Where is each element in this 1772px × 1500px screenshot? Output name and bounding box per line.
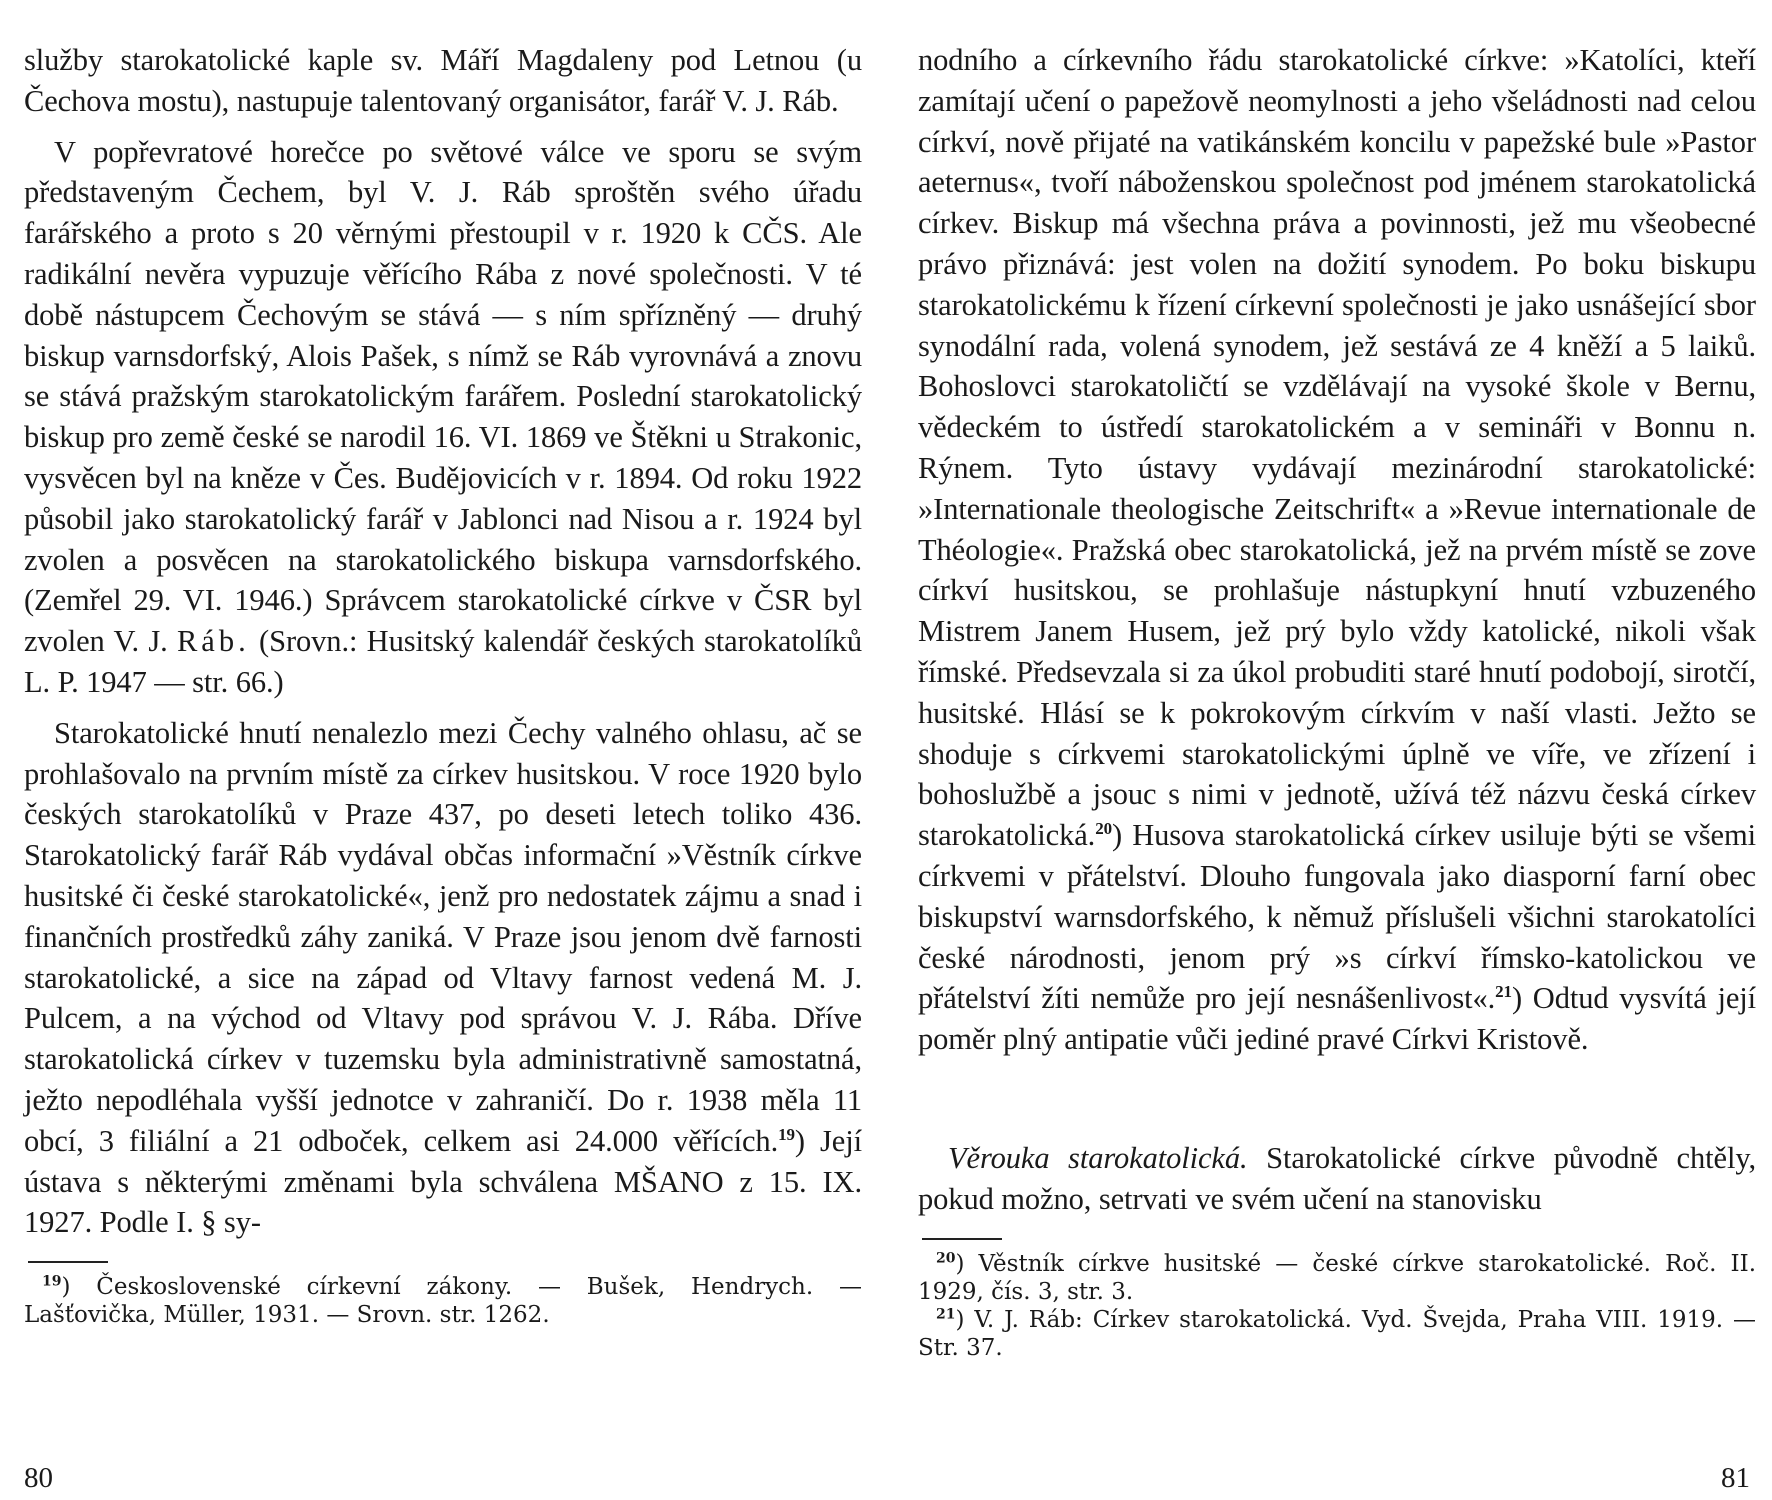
- left-paragraph-3-text: Starokatolické hnutí nenalezlo mezi Čechy valného ohlasu, ač se prohlašovalo na prvním místě za církev husitskou. V roce 1920 bylo českých starokatolíků v Praze 437, po deseti letech toliko 436. Starokatolický farář Ráb vydával občas informační »Věstník církve husitské či české starokatolické«, jenž pro nedostatek zájmu a snad i finančních prostředků záhy zaniká. V Praze jsou jenom dvě farnosti starokatolické, a sice na západ od Vltavy farnost vedená M. J. Pulcem, a na východ od Vltavy pod správou V. J. Rába. Dříve starokatolická církev v tuzemsku byla administrativně samostatná, ježto nepodléhala vyšší jednotce v zahraničí. Do r. 1938 měla 11 obcí, 3 filiální a 21 odboček, celkem asi 24.000 věřících.: [24, 715, 862, 1158]
- left-footnotes: [24, 1273, 862, 1329]
- footnote-ref-20: 20: [1095, 818, 1113, 838]
- left-paragraph-2-text: V popřevratové horečce po světové válce ve sporu se svým představeným Čechem, byl V. J. Ráb sproštěn svého úřadu farářského a proto s 20 věrnými přestoupil v r. 1920 k CČS. Ale radikální nevěra vypuzuje věřícího Rába z nové společnosti. V té době nástupcem Čechovým se stává — s ním spřízněný — druhý biskup varnsdorfský, Alois Pašek, s nímž se Ráb vyrovnává a znovu se stává pražským starokatolickým farářem. Poslední starokatolický biskup pro země české se narodil 16. VI. 1869 ve Štěkni u Strakonic, vysvěcen byl na kněze v Čes. Budějovicích v r. 1894. Od roku 1922 působil jako starokatolický farář v Jablonci nad Nisou a r. 1924 byl zvolen a posvěcen na starokatolického biskupa varnsdorfského. (Zemřel 29. VI. 1946.) Správcem starokatolické církve v ČSR byl zvolen V. J.: [24, 134, 862, 659]
- right-paragraph-2-text: Starokatolické církve původně chtěly, pokud možno, setrvati ve svém učení na stanovisku: [918, 1140, 1757, 1216]
- section-heading-verouka: Věrouka starokatolická.: [948, 1140, 1248, 1175]
- right-page: [886, 0, 1772, 1500]
- right-text-column: [918, 40, 1756, 1362]
- left-paragraph-3: [24, 713, 862, 1243]
- right-paragraph-1: [918, 40, 1756, 1060]
- footnote-21: [918, 1306, 1756, 1362]
- right-paragraph-1-text: nodního a církevního řádu starokatolické církve: »Katolíci, kteří zamítají učení o papežově neomylnosti a jeho všeládnosti nad celou církví, nově přijaté na vatikánském koncilu v papežské bule »Pastor aeternus«, tvoří náboženskou společnost pod jménem starokatolická církev. Biskup má všechna práva a povinnosti, jež mu všeobecné právo přiznává: jest volen na dožití synodem. Po boku biskupu starokatolickému k řízení církevní společnosti je jako usnášející sbor synodální rada, volená synodem, jež sestává ze 4 kněží a 5 laiků. Bohoslovci starokatoličtí se vzdělávají na vysoké škole v Bernu, vědeckém to ústředí starokatolickém a v semináři v Bonnu n. Rýnem. Tyto ústavy vydávají mezinárodní starokatolické: »Internationale theologische Zeitschrift« a »Revue internationale de Théologie«. Pražská obec starokatolická, jež na prvém místě se zove církví husitskou, se prohlašuje nástupkyní hnutí vzbuzeného Mistrem Janem Husem, jež prý bylo vždy katolické, nikoli však římské. Předsevzala si za úkol probuditi staré hnutí podobojí, sirotčí, husitské. Hlásí se k pokrokovým církvím v naší vlasti. Ježto se shoduje s církvemi starokatolickými úplně ve víře, ve zřízení i bohoslužbě a jsouc s nimi v jednotě, užívá též názvu česká církev starokatolická.: [918, 43, 1756, 853]
- left-paragraph-2-tail: (Srovn.: Husitský kalendář českých starokatolíků L. P. 1947 — str. 66.): [24, 624, 862, 699]
- right-footnote-rule: [922, 1238, 1002, 1240]
- page-number-right: 81: [1721, 1462, 1750, 1494]
- footnote-ref-21: 21: [1495, 982, 1512, 1002]
- footnote-19-text: ) Československé církevní zákony. — Bušek, Hendrych. — Lašťovička, Müller, 1931. — Srovn. str. 1262.: [24, 1274, 862, 1329]
- right-footnotes: [918, 1250, 1756, 1362]
- footnote-21-text: ) V. J. Ráb: Církev starokatolická. Vyd. Švejda, Praha VIII. 1919. — Str. 37.: [918, 1306, 1756, 1361]
- rab-spaced-name: Ráb.: [176, 624, 250, 659]
- footnote-20: [918, 1250, 1756, 1306]
- right-paragraph-1-mid: ) Husova starokatolická církev usiluje býti se všemi církvemi v přátelství. Dlouho fungovala jako diasporní farní obec biskupství warnsdorfského, k němuž příslušeli všichni starokatolíci české národnosti, jenom prý »s církví římsko-katolickou ve přátelství žíti nemůže pro její nesnášenlivost«.: [918, 818, 1756, 1016]
- right-paragraph-1-tail: ) Odtud vysvítá její poměr plný antipatie vůči jediné pravé Církvi Kristově.: [918, 981, 1756, 1057]
- left-paragraph-2: [24, 132, 862, 703]
- left-text-column: [24, 40, 862, 1329]
- left-footnote-rule: [28, 1261, 108, 1263]
- section-gap: [918, 1060, 1756, 1138]
- left-paragraph-1: služby starokatolické kaple sv. Máří Magdaleny pod Letnou (u Čechova mostu), nastupuje talentovaný organisátor, farář V. J. Ráb.: [24, 43, 862, 118]
- footnote-ref-19: 19: [778, 1124, 795, 1144]
- footnote-20-text: ) Věstník církve husitské — české církve starokatolické. Roč. II. 1929, čís. 3, str. 3.: [918, 1250, 1756, 1305]
- footnote-19: [24, 1273, 862, 1329]
- footnote-19-marker: 19: [42, 1273, 62, 1290]
- footnote-21-marker: 21: [936, 1305, 956, 1322]
- left-paragraph-3-tail: ) Její ústava s některými změnami byla schválena MŠANO z 15. IX. 1927. Podle I. § sy-: [24, 1123, 862, 1240]
- page-number-left: 80: [24, 1462, 53, 1494]
- footnote-20-marker: 20: [936, 1249, 956, 1266]
- right-paragraph-2: [918, 1138, 1756, 1220]
